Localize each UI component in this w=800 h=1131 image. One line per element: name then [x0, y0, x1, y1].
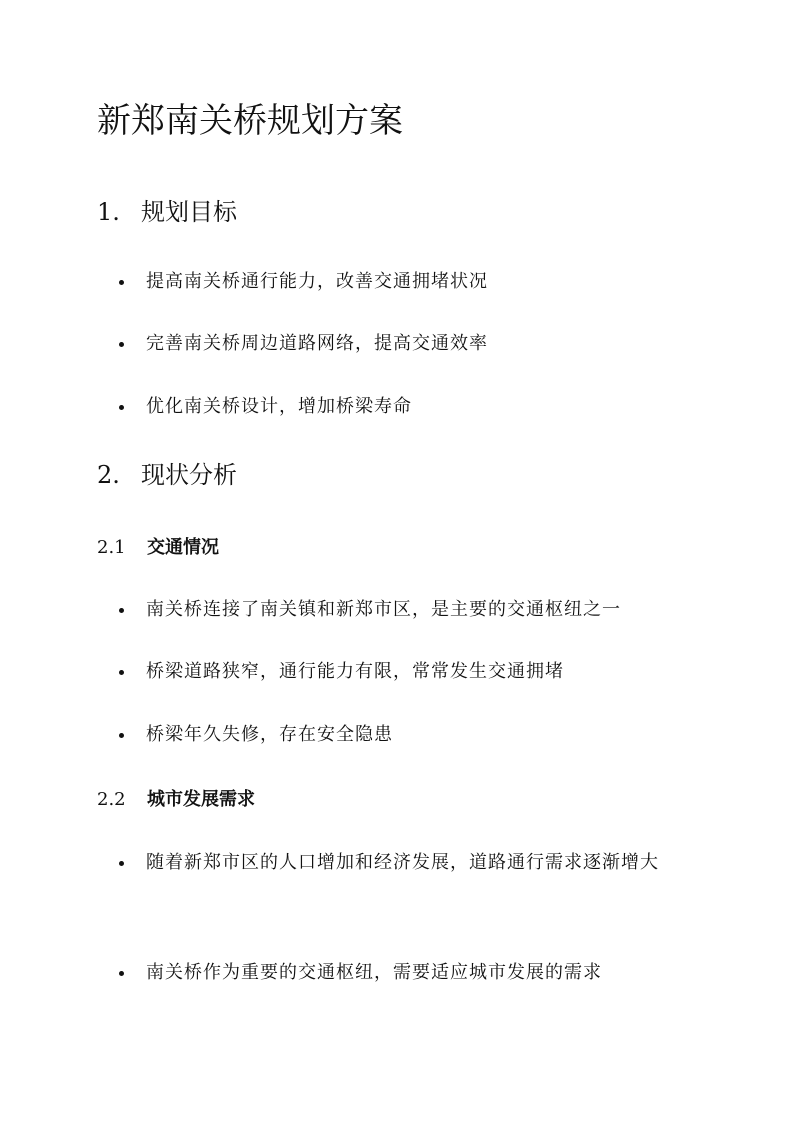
- bullet-icon: [119, 342, 124, 347]
- bullet-icon: [119, 405, 124, 410]
- list-item: [146, 657, 706, 687]
- list-item: [146, 839, 691, 887]
- section-2-number: 2.: [97, 461, 120, 489]
- list-item-text: 完善南关桥周边道路网络，提高交通效率: [146, 333, 488, 354]
- section-1-heading: [97, 196, 237, 228]
- list-item-text: 提高南关桥通行能力，改善交通拥堵状况: [146, 271, 488, 292]
- list-item-text: 南关桥作为重要的交通枢纽，需要适应城市发展的需求: [146, 962, 602, 983]
- list-item: [146, 329, 706, 359]
- bullet-icon: [119, 971, 124, 976]
- list-item-text: 桥梁年久失修，存在安全隐患: [146, 724, 393, 745]
- bullet-icon: [119, 861, 124, 866]
- section-1-number: 1.: [97, 198, 120, 226]
- list-item-text: 桥梁道路狭窄，通行能力有限，常常发生交通拥堵: [146, 661, 564, 682]
- list-item: [146, 720, 706, 750]
- list-item-text: 优化南关桥设计，增加桥梁寿命: [146, 396, 412, 417]
- bullet-icon: [119, 670, 124, 675]
- subsection-2-2-heading: [97, 787, 255, 813]
- bullet-icon: [119, 280, 124, 285]
- section-2-title: 现状分析: [141, 461, 237, 489]
- subsection-2-2-title: 城市发展需求: [147, 789, 255, 810]
- subsection-2-1-number: 2.1: [97, 537, 126, 558]
- bullet-icon: [119, 733, 124, 738]
- list-item: [146, 958, 706, 988]
- list-item: [146, 267, 706, 297]
- section-1-title: 规划目标: [141, 198, 237, 226]
- subsection-2-1-heading: [97, 535, 219, 561]
- list-item: [146, 392, 706, 422]
- list-item-text: 随着新郑市区的人口增加和经济发展，道路通行需求逐渐增大: [146, 852, 659, 873]
- bullet-icon: [119, 608, 124, 613]
- subsection-2-1-title: 交通情况: [147, 537, 219, 558]
- list-item: [146, 595, 706, 625]
- document-title: 新郑南关桥规划方案: [97, 101, 403, 141]
- section-2-heading: [97, 459, 237, 491]
- list-item-text: 南关桥连接了南关镇和新郑市区，是主要的交通枢纽之一: [146, 599, 621, 620]
- subsection-2-2-number: 2.2: [97, 789, 126, 810]
